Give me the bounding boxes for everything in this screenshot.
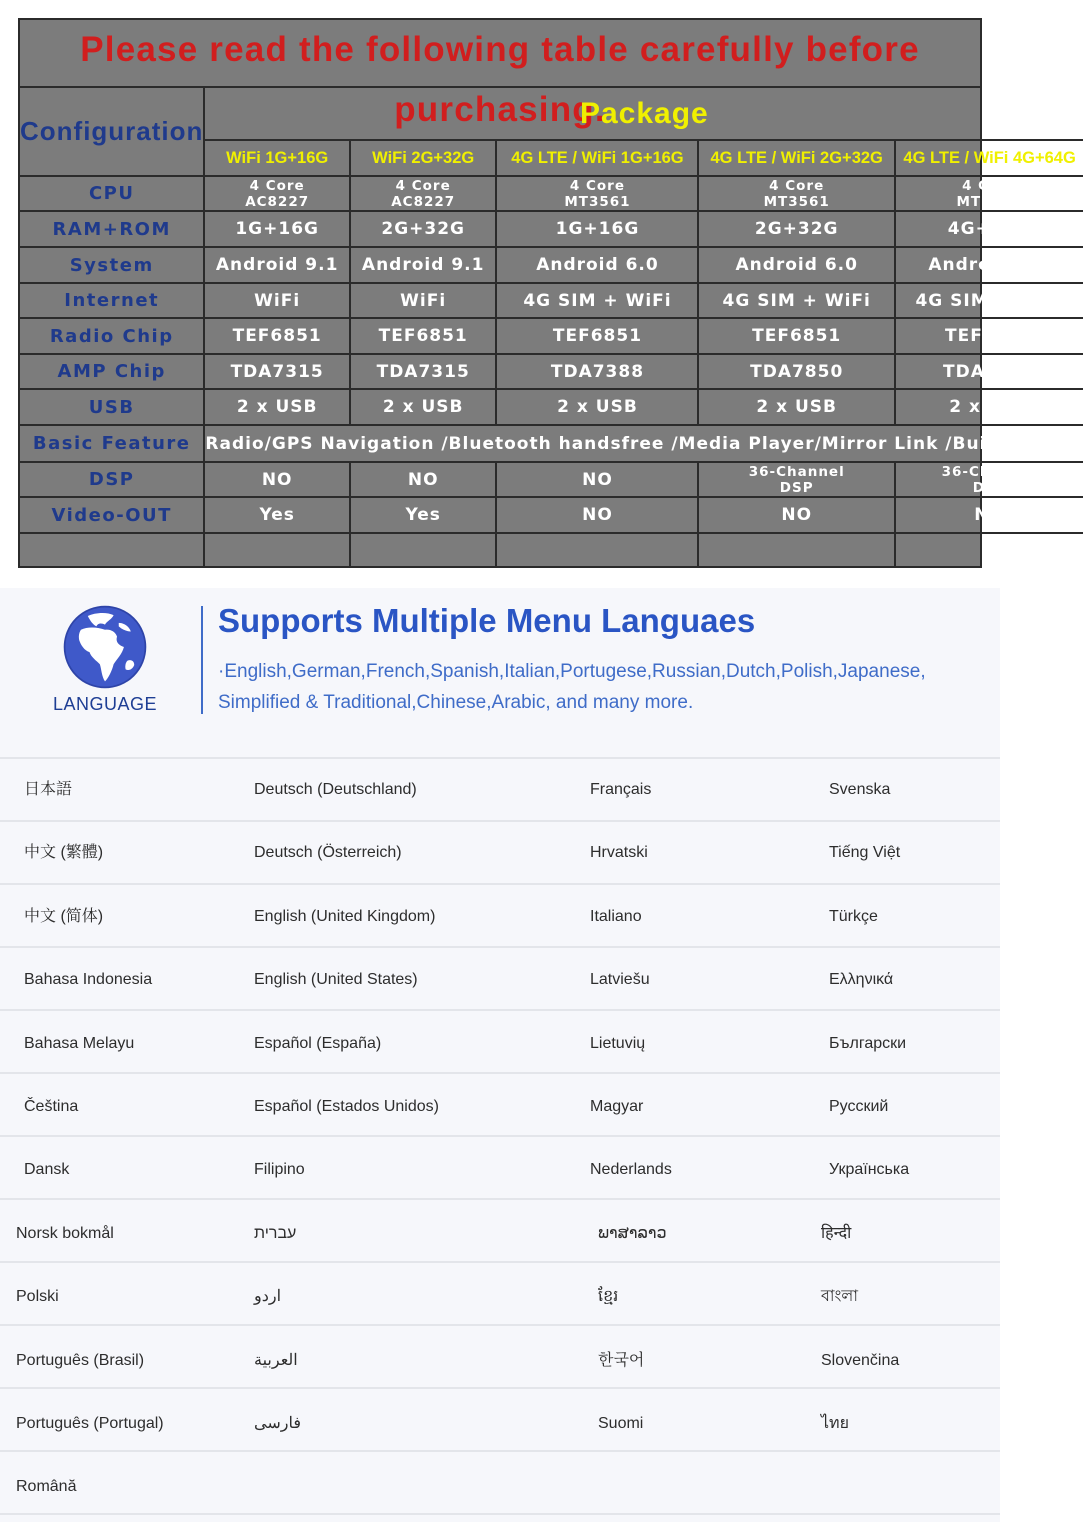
- language-option[interactable]: Bahasa Indonesia: [24, 971, 153, 989]
- spec-cell-line: MT3561: [763, 193, 830, 210]
- list-item[interactable]: [0, 1455, 1000, 1518]
- list-item[interactable]: [0, 1075, 1000, 1138]
- spec-cell-line: 36-Channel: [941, 463, 1038, 480]
- spec-row: [20, 425, 1083, 462]
- spec-row-label: CPU: [20, 176, 204, 211]
- spec-cell: 4G SIM + WiFi: [496, 283, 698, 318]
- spec-row-label: DSP: [20, 462, 204, 497]
- language-option[interactable]: Português (Brasil): [16, 1351, 145, 1369]
- spec-cell: 2 x USB: [204, 389, 349, 425]
- language-option[interactable]: Русский: [829, 1098, 889, 1115]
- list-item[interactable]: [0, 1138, 1000, 1201]
- spec-cell: [895, 462, 1083, 497]
- language-option[interactable]: Ελληνικά: [829, 971, 894, 989]
- spec-cell-line: DSP: [779, 479, 814, 496]
- spec-cell: Yes: [350, 497, 497, 533]
- spec-cell: 1G+16G: [496, 211, 698, 247]
- spec-cell: 4G SIM + WiFi: [895, 283, 1083, 318]
- spec-cell: 2 x USB: [895, 389, 1083, 425]
- language-option[interactable]: Tiếng Việt: [829, 844, 901, 862]
- list-item[interactable]: [0, 1265, 1000, 1328]
- language-option[interactable]: Svenska: [829, 781, 891, 798]
- spec-row-label: RAM+ROM: [20, 211, 204, 247]
- spec-cell: TDA7388: [496, 354, 698, 389]
- package-column-header: 4G LTE / WiFi 1G+16G: [496, 140, 698, 176]
- configuration-header: Configuration: [20, 88, 204, 176]
- globe-icon: [62, 604, 148, 690]
- spec-cell: [895, 533, 1083, 568]
- spec-cell: [350, 176, 497, 211]
- spec-row: [20, 176, 1083, 211]
- language-label: LANGUAGE: [52, 694, 158, 714]
- spec-row-label: Internet: [20, 283, 204, 318]
- package-column-header: WiFi 2G+32G: [350, 140, 497, 176]
- spec-table-panel: [18, 18, 1083, 568]
- spec-cell-line: MT3561: [956, 193, 1023, 210]
- spec-row-label: System: [20, 247, 204, 283]
- spec-cell: 2 x USB: [698, 389, 895, 425]
- spec-cell: [698, 176, 895, 211]
- spec-row-label: Basic Feature: [20, 425, 204, 462]
- spec-cell: TEF6851: [496, 318, 698, 354]
- spec-cell: [496, 176, 698, 211]
- language-option[interactable]: Nederlands: [590, 1161, 672, 1179]
- language-option[interactable]: اردو: [254, 1288, 282, 1306]
- list-item[interactable]: [0, 1329, 1000, 1392]
- language-description: [218, 656, 988, 718]
- spec-table: [20, 88, 1083, 568]
- list-item[interactable]: [0, 758, 1000, 821]
- spec-cell: TDA7850: [698, 354, 895, 389]
- spec-cell: TDA7850: [895, 354, 1083, 389]
- language-option[interactable]: Deutsch (Österreich): [254, 844, 402, 862]
- list-item[interactable]: [0, 821, 1000, 884]
- spec-row-label: [20, 533, 204, 568]
- spec-cell: [496, 533, 698, 568]
- spec-cell: Radio/GPS Navigation /Bluetooth handsfree /Media Player/Mirror Link /Built-in WiFi: [204, 425, 1083, 462]
- list-item[interactable]: [0, 1012, 1000, 1075]
- spec-cell: [698, 462, 895, 497]
- spec-row: [20, 354, 1083, 389]
- list-item[interactable]: [0, 948, 1000, 1011]
- spec-cell: NO: [895, 497, 1083, 533]
- language-option[interactable]: Lietuvių: [590, 1034, 646, 1052]
- package-column-header: WiFi 1G+16G: [204, 140, 349, 176]
- spec-cell: 2 x USB: [496, 389, 698, 425]
- language-option[interactable]: Bahasa Melayu: [24, 1034, 135, 1052]
- language-title: Supports Multiple Menu Languaes: [218, 602, 756, 639]
- spec-cell: 4G+64G: [895, 211, 1083, 247]
- spec-cell-line: MT3561: [564, 193, 631, 210]
- spec-cell-line: 4 Core: [962, 177, 1018, 194]
- language-option[interactable]: Türkçe: [829, 907, 878, 925]
- list-item[interactable]: [0, 885, 1000, 948]
- spec-cell: [204, 533, 349, 568]
- spec-cell-line: 4 Core: [569, 177, 625, 194]
- purchase-notice: Please read the following table carefully before purchasing.: [20, 20, 980, 88]
- language-option[interactable]: Dansk: [24, 1161, 70, 1179]
- description-line: Simplified & Traditional,Chinese,Arabic, and many more.: [218, 692, 694, 713]
- language-option[interactable]: Français: [590, 781, 652, 798]
- language-option[interactable]: ខ្មែរ: [598, 1288, 619, 1306]
- spec-row: [20, 247, 1083, 283]
- list-item[interactable]: [0, 1392, 1000, 1455]
- spec-cell: 2G+32G: [698, 211, 895, 247]
- spec-row-label: USB: [20, 389, 204, 425]
- spec-cell: TDA7315: [204, 354, 349, 389]
- spec-row: [20, 389, 1083, 425]
- spec-cell: [698, 533, 895, 568]
- language-option[interactable]: ไทย: [821, 1415, 849, 1432]
- spec-cell: WiFi: [350, 283, 497, 318]
- language-option[interactable]: Norsk bokmål: [16, 1224, 114, 1242]
- spec-cell: 2 x USB: [350, 389, 497, 425]
- spec-cell: 2G+32G: [350, 211, 497, 247]
- language-option[interactable]: ພາສາລາວ: [598, 1224, 667, 1242]
- header-divider: [201, 606, 203, 714]
- spec-cell: NO: [698, 497, 895, 533]
- spec-cell-line: 36-Channel: [748, 463, 845, 480]
- spec-cell: TDA7315: [350, 354, 497, 389]
- spec-cell: Yes: [204, 497, 349, 533]
- language-option[interactable]: Română: [16, 1478, 77, 1496]
- language-option[interactable]: Español (España): [254, 1034, 382, 1052]
- spec-cell-line: 4 Core: [249, 177, 305, 194]
- language-option[interactable]: Български: [829, 1034, 907, 1052]
- language-option[interactable]: English (United States): [254, 971, 418, 989]
- spec-row-label: AMP Chip: [20, 354, 204, 389]
- spec-cell: Android 9.1: [350, 247, 497, 283]
- spec-cell-line: 4 Core: [395, 177, 451, 194]
- language-option[interactable]: Magyar: [590, 1098, 644, 1115]
- language-option[interactable]: Español (Estados Unidos): [254, 1098, 439, 1115]
- language-option[interactable]: 한국어: [598, 1351, 645, 1369]
- language-option[interactable]: 中文 (简体): [24, 907, 104, 925]
- language-option[interactable]: Čeština: [24, 1098, 79, 1115]
- spec-cell-line: AC8227: [391, 193, 456, 210]
- spec-cell: [895, 176, 1083, 211]
- spec-cell: Android 6.0: [895, 247, 1083, 283]
- language-option[interactable]: Suomi: [598, 1415, 644, 1432]
- language-option[interactable]: हिन्दी: [821, 1224, 852, 1242]
- language-option[interactable]: עברית: [254, 1224, 297, 1242]
- spec-row-label: Video-OUT: [20, 497, 204, 533]
- language-option[interactable]: Filipino: [254, 1161, 305, 1179]
- spec-cell: TEF6851: [698, 318, 895, 354]
- language-panel: [0, 588, 1000, 1522]
- package-header: Package: [204, 88, 1083, 140]
- language-option[interactable]: Hrvatski: [590, 844, 648, 862]
- language-option[interactable]: Latviešu: [590, 971, 650, 989]
- spec-cell-line: DSP: [972, 479, 1007, 496]
- spec-cell: NO: [496, 497, 698, 533]
- spec-row: [20, 318, 1083, 354]
- language-option[interactable]: English (United Kingdom): [254, 907, 436, 925]
- spec-cell: TEF6851: [350, 318, 497, 354]
- language-option[interactable]: Português (Portugal): [16, 1415, 164, 1432]
- spec-cell: 1G+16G: [204, 211, 349, 247]
- language-option[interactable]: 中文 (繁體): [24, 844, 104, 862]
- spec-row: [20, 533, 1083, 568]
- list-item[interactable]: [0, 1202, 1000, 1265]
- language-option[interactable]: Українська: [829, 1161, 910, 1179]
- language-option[interactable]: Slovenčina: [821, 1351, 900, 1369]
- spec-cell: [350, 533, 497, 568]
- spec-row-label: Radio Chip: [20, 318, 204, 354]
- spec-cell: Android 9.1: [204, 247, 349, 283]
- spec-cell: NO: [204, 462, 349, 497]
- spec-cell: WiFi: [204, 283, 349, 318]
- spec-cell: TEF6851: [895, 318, 1083, 354]
- spec-cell: Android 6.0: [496, 247, 698, 283]
- language-option[interactable]: Deutsch (Deutschland): [254, 781, 417, 798]
- spec-cell-line: AC8227: [245, 193, 310, 210]
- package-column-header: 4G LTE / WiFi 2G+32G: [698, 140, 895, 176]
- spec-cell: NO: [350, 462, 497, 497]
- language-option[interactable]: 日本語: [24, 781, 73, 798]
- language-option[interactable]: Italiano: [590, 907, 642, 925]
- description-line: ·English,German,French,Spanish,Italian,Portugese,Russian,Dutch,Polish,Japanese,: [218, 661, 926, 682]
- spec-cell: Android 6.0: [698, 247, 895, 283]
- spec-cell: TEF6851: [204, 318, 349, 354]
- language-option[interactable]: العربية: [254, 1351, 298, 1369]
- spec-row: [20, 283, 1083, 318]
- spec-cell-line: 4 Core: [769, 177, 825, 194]
- spec-row: [20, 462, 1083, 497]
- language-option[interactable]: فارسی: [254, 1415, 301, 1432]
- language-option[interactable]: বাংলা: [821, 1288, 858, 1306]
- language-header: [0, 588, 1000, 756]
- language-option[interactable]: Polski: [16, 1288, 59, 1306]
- spec-cell: [204, 176, 349, 211]
- spec-row: [20, 497, 1083, 533]
- spec-row: [20, 211, 1083, 247]
- package-column-header: 4G LTE / WiFi 4G+64G: [895, 140, 1083, 176]
- spec-cell: 4G SIM + WiFi: [698, 283, 895, 318]
- spec-cell: NO: [496, 462, 698, 497]
